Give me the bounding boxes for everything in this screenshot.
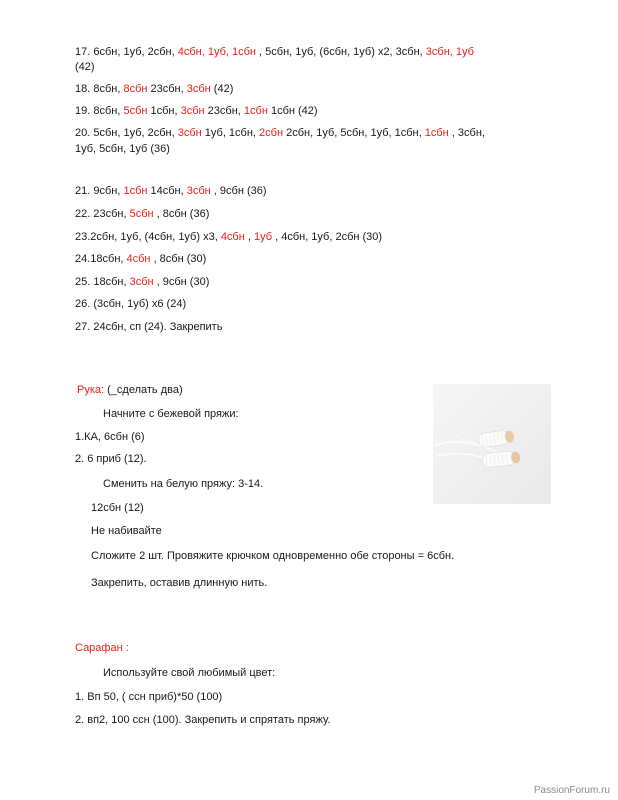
row-text: 22. 23сбн,: [75, 208, 130, 220]
row-text-red: 3сбн: [186, 83, 211, 95]
row-text: , 9сбн (36): [210, 185, 267, 197]
arm-step: Сложите 2 шт. Провяжите крючком одновременно обе стороны = 6сбн.: [91, 550, 455, 562]
row-text: 18. 8сбн,: [75, 83, 124, 95]
row-26: 26. (3сбн, 1уб) х6 (24): [75, 298, 187, 310]
row-18: [75, 83, 233, 96]
arms-photo: [433, 384, 551, 504]
row-text-red: 3сбн: [186, 185, 211, 197]
dress-title: Сарафан :: [75, 642, 129, 654]
row-text: 23сбн,: [147, 83, 187, 95]
dress-intro: Используйте свой любимый цвет:: [103, 667, 276, 679]
dress-step: 1. Вп 50, ( ссн приб)*50 (100): [75, 691, 223, 703]
row-25: [75, 276, 209, 289]
arm-intro: Начните с бежевой пряжи:: [103, 408, 239, 420]
row-text-red: 1сбн: [123, 185, 148, 197]
row-text-red: 3сбн: [180, 105, 205, 117]
arm-step: Закрепить, оставив длинную нить.: [91, 577, 268, 589]
row-text: , 8сбн (30): [150, 253, 207, 265]
row-text: 23.2сбн, 1уб, (4сбн, 1уб) х3,: [75, 231, 221, 243]
row-24: [75, 253, 206, 266]
row-text: 24.18сбн,: [75, 253, 127, 265]
arm-step: 2. 6 приб (12).: [75, 453, 147, 465]
row-22: [75, 208, 209, 221]
row-19: [75, 105, 318, 118]
row-text: , 4сбн, 1уб, 2сбн (30): [272, 231, 383, 243]
row-text: 1сбн (42): [267, 105, 318, 117]
row-text: 20. 5сбн, 1уб, 2сбн,: [75, 127, 178, 139]
row-17-count: (42): [75, 61, 95, 73]
arm-step: 1.КА, 6сбн (6): [75, 431, 145, 443]
row-text: (42): [210, 83, 234, 95]
row-text-red: 4сбн, 1уб, 1сбн: [177, 46, 256, 58]
row-20: [75, 127, 485, 140]
row-23: [75, 231, 382, 244]
row-text: 1уб, 1сбн,: [201, 127, 260, 139]
row-text: 25. 18сбн,: [75, 276, 130, 288]
row-text-red: 3сбн, 1уб: [425, 46, 474, 58]
row-text-red: 5сбн: [129, 208, 154, 220]
row-text: , 3сбн,: [448, 127, 485, 139]
row-text: , 8сбн (36): [153, 208, 210, 220]
row-27: 27. 24сбн, сп (24). Закрепить: [75, 321, 223, 333]
row-20-continued: 1уб, 5сбн, 1уб (36): [75, 143, 170, 155]
arm-title: Рука:: [77, 384, 105, 396]
row-text-red: 1уб: [253, 231, 273, 243]
crochet-arms-image: [433, 384, 551, 504]
row-text-red: 4сбн: [220, 231, 245, 243]
arm-step: Не набивайте: [91, 525, 162, 537]
row-21: [75, 185, 267, 198]
row-text: 14сбн,: [147, 185, 187, 197]
row-text-red: 3сбн: [129, 276, 154, 288]
arm-heading: [77, 384, 183, 397]
arm-step: 12сбн (12): [91, 502, 144, 514]
row-text: ,: [244, 231, 254, 243]
arm-title-note: (_сделать два): [104, 384, 183, 396]
row-text: 21. 9сбн,: [75, 185, 124, 197]
arm-step: Сменить на белую пряжу: 3-14.: [103, 478, 264, 490]
row-text-red: 4сбн: [126, 253, 151, 265]
row-17: [75, 46, 474, 59]
row-text-red: 2сбн: [259, 127, 284, 139]
row-text: , 5сбн, 1уб, (6сбн, 1уб) х2, 3сбн,: [255, 46, 426, 58]
row-text: 17. 6сбн, 1уб, 2сбн,: [75, 46, 178, 58]
row-text-red: 8сбн: [123, 83, 148, 95]
row-text: 1сбн,: [147, 105, 181, 117]
dress-step: 2. вп2, 100 ссн (100). Закрепить и спрятать пряжу.: [75, 714, 331, 726]
row-text: 23сбн,: [204, 105, 244, 117]
row-text: 2сбн, 1уб, 5сбн, 1уб, 1сбн,: [283, 127, 425, 139]
row-text: 19. 8сбн,: [75, 105, 124, 117]
row-text-red: 3сбн: [177, 127, 202, 139]
row-text-red: 5сбн: [123, 105, 148, 117]
row-text-red: 1сбн: [424, 127, 449, 139]
watermark: PassionForum.ru: [533, 785, 610, 796]
row-text: , 9сбн (30): [153, 276, 210, 288]
row-text-red: 1сбн: [243, 105, 268, 117]
